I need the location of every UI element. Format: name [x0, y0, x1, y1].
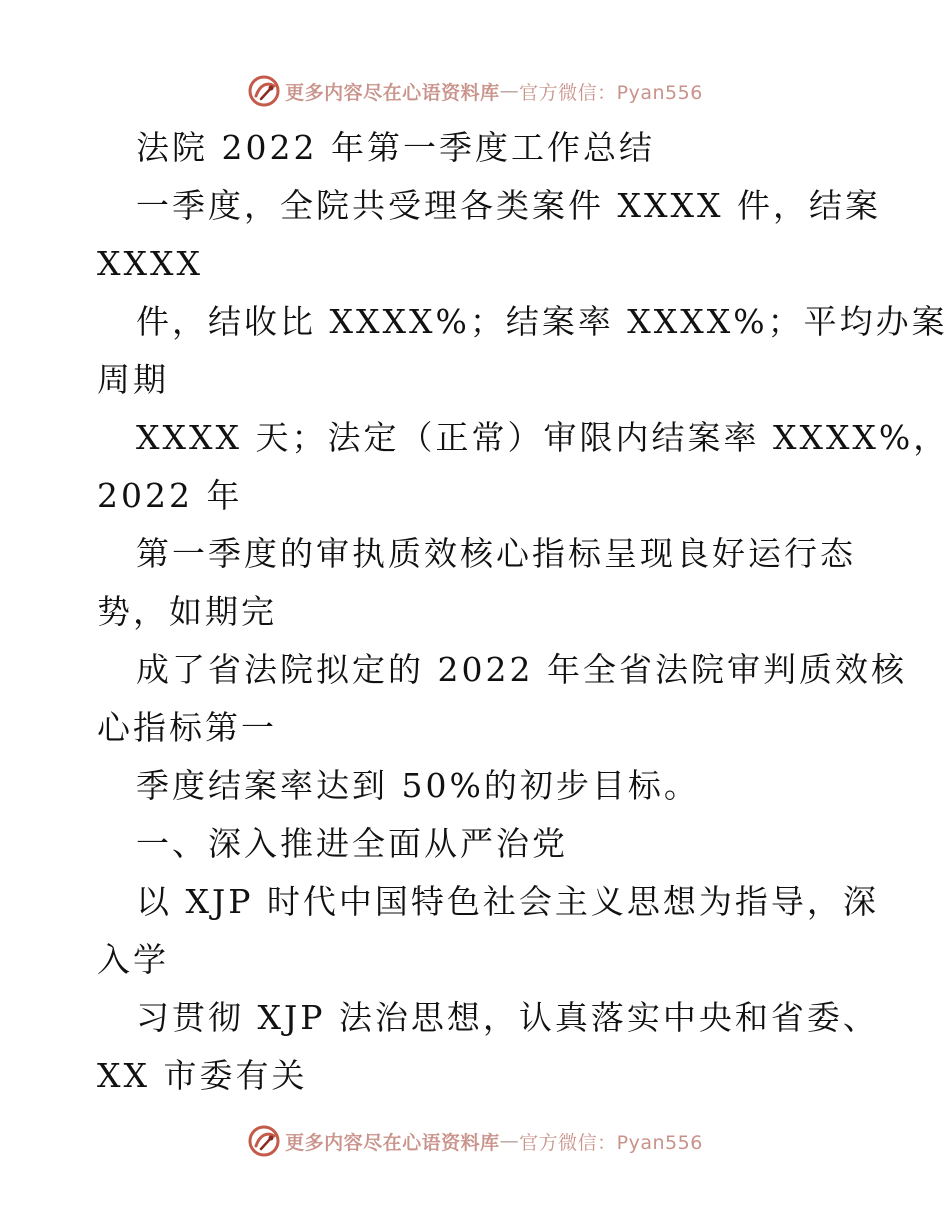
header-watermark [0, 71, 950, 111]
watermark-wechat-text: 官方微信：Pyan556 [519, 1131, 703, 1154]
body-line: 入学 [97, 940, 169, 979]
body-line: 势，如期完 [97, 592, 277, 631]
body-line: 成了省法院拟定的 2022 年全省法院审判质效核 [136, 650, 907, 689]
body-line: XXXX [97, 244, 203, 283]
watermark-main-text: 更多内容尽在心语资料库 [285, 1131, 500, 1154]
brand-logo-icon [247, 74, 281, 108]
body-line: 习贯彻 XJP 法治思想，认真落实中央和省委、 [136, 998, 879, 1037]
body-line: 2022 年 [97, 476, 243, 515]
body-line: 季度结案率达到 50%的初步目标。 [136, 766, 700, 805]
watermark-wechat-text: 官方微信：Pyan556 [519, 81, 703, 104]
body-line: 心指标第一 [97, 708, 277, 747]
watermark-dash: — [499, 80, 520, 102]
body-line: 一季度，全院共受理各类案件 XXXX 件，结案 [136, 186, 881, 225]
body-line: 件，结收比 XXXX%；结案率 XXXX%；平均办案 [136, 302, 948, 341]
watermark-dash: — [499, 1130, 520, 1152]
body-line: 第一季度的审执质效核心指标呈现良好运行态 [136, 534, 856, 573]
body-line: XXXX 天；法定（正常）审限内结案率 XXXX%， [136, 418, 950, 457]
section-heading: 一、深入推进全面从严治党 [136, 824, 568, 863]
body-line: 以 XJP 时代中国特色社会主义思想为指导，深 [136, 882, 879, 921]
body-line: XX 市委有关 [97, 1056, 308, 1095]
document-title: 法院 2022 年第一季度工作总结 [136, 128, 655, 167]
footer-watermark [0, 1121, 950, 1161]
brand-logo-icon [247, 1124, 281, 1158]
body-line: 周期 [97, 360, 169, 399]
watermark-main-text: 更多内容尽在心语资料库 [285, 81, 500, 104]
